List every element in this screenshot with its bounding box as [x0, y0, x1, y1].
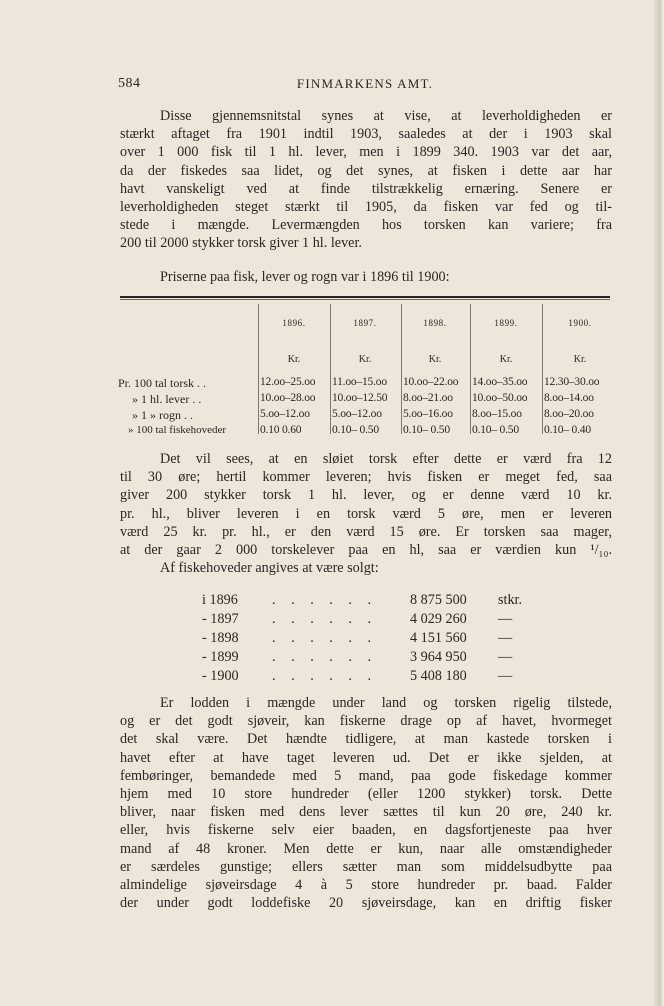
price-intro: [120, 268, 612, 286]
table-cell: 0.10– 0.50: [472, 424, 519, 436]
table-cell: 0.10– 0.50: [403, 424, 450, 436]
fish-unit: —: [498, 611, 513, 627]
table-rule-top-thin: [120, 299, 610, 300]
year-header-1896: 1896.: [282, 318, 306, 328]
table-cell: 10.oo–22.oo: [403, 376, 459, 388]
text-line: pr. hl., bliver leveren i en torsk værd 5 øre, men er leveren: [120, 505, 612, 522]
text-line: giver 200 stykker torsk 1 hl. lever, og er denne værd 10 kr.: [120, 487, 612, 504]
text-line: 200 til 2000 stykker torsk giver 1 hl. lever.: [120, 235, 362, 252]
list-item: [202, 668, 532, 687]
text-line: det skal være. Det hændte tidligere, at man kastede torsken i: [120, 731, 612, 748]
fish-count: 8 875 500: [410, 592, 467, 608]
fish-unit: stkr.: [498, 592, 523, 608]
list-item: [202, 649, 532, 668]
leader-dots: . . . . . .: [272, 649, 378, 665]
running-title: FINMARKENS AMT.: [296, 76, 434, 91]
year-header-1900: 1900.: [568, 318, 592, 328]
text-line: Af fiskehoveder angives at være solgt:: [160, 560, 379, 577]
table-cell: 5.oo–12.oo: [260, 408, 310, 420]
fish-year: - 1900: [202, 668, 239, 684]
text-line: værd 25 kr. pr. hl., er den værd 15 øre. Er torsken saa mager,: [120, 523, 612, 540]
text-line: mand af 48 kroner. Men dette er kun, naar alle omstændigheder: [120, 840, 612, 857]
fish-heads-list: [202, 592, 532, 687]
table-cell: 8.oo–15.oo: [472, 408, 522, 420]
table-cell: 8.oo–20.oo: [544, 408, 594, 420]
text-line: stærkt aftaget fra 1901 indtil 1903, saaledes at der i 1903 skal: [120, 126, 612, 143]
table-cell: 10.oo–50.oo: [472, 392, 528, 404]
fish-unit: —: [498, 630, 513, 646]
text-line: da der fiskedes saa lidet, og det synes, at fisken i dette aar har: [120, 162, 612, 179]
year-header-1899: 1899.: [494, 318, 518, 328]
page-number: 584: [118, 76, 141, 91]
table-cell: 0.10 0.60: [260, 424, 302, 436]
table-cell: 12.30–30.oo: [544, 376, 600, 388]
fish-count: 4 029 260: [410, 611, 467, 627]
fish-count: 3 964 950: [410, 649, 467, 665]
text-line: der under godt loddefiske 20 sjøveirsdage, kan en driftig fisker: [120, 895, 612, 912]
unit-label: Kr.: [358, 354, 372, 365]
page-edge: [654, 0, 664, 1006]
text-line: eller, hvis fiskerne selv eier baaden, en dagsfortjeneste paa hver: [120, 822, 612, 839]
list-item: [202, 630, 532, 649]
text-line: til 30 øre; hertil kommer leveren; hvis fisken er meget fed, saa: [120, 469, 612, 486]
leader-dots: . . . . . .: [272, 592, 378, 608]
leader-dots: . . . . . .: [272, 611, 378, 627]
fish-unit: —: [498, 668, 513, 684]
row-label-rogn: » 1 » rogn . .: [132, 408, 193, 422]
fish-count: 5 408 180: [410, 668, 467, 684]
text-line: og er det godt sjøveir, kan fiskerne drage op af havet, hvormeget: [120, 713, 612, 730]
text-line: almindelige sjøveirsdage 4 à 5 store hundreder pr. baad. Falder: [120, 877, 612, 894]
text-line: Er lodden i mængde under land og torsken rigelig tilstede,: [160, 695, 612, 711]
table-cell: 8.oo–14.oo: [544, 392, 594, 404]
paragraph-torskevaerdi: [120, 450, 612, 577]
year-header-1898: 1898.: [423, 318, 447, 328]
text-line: at der gaar 2 000 torskelever paa en hl, saa er værdien kun ¹/₁₀.: [120, 542, 612, 559]
text-line: bliver, naar fisken med dens lever sættes til kun 20 øre, 240 kr.: [120, 804, 612, 821]
text-line: stede i mængde. Levermængden hos torsken kan variere; fra: [120, 217, 612, 234]
year-header-1897: 1897.: [353, 318, 377, 328]
unit-label: Kr.: [573, 354, 587, 365]
fish-unit: —: [498, 649, 513, 665]
leader-dots: . . . . . .: [272, 630, 378, 646]
leader-dots: . . . . . .: [272, 668, 378, 684]
text-line: Priserne paa fisk, lever og rogn var i 1896 til 1900:: [160, 269, 450, 285]
table-cell: 5.oo–16.oo: [403, 408, 453, 420]
table-rule-top: [120, 296, 610, 298]
table-cell: 11.oo–15.oo: [332, 376, 387, 388]
text-line: hjem med 10 store hundreder (eller 1200 stykker) torsk. Dette: [120, 786, 612, 803]
text-line: over 1 000 fisk til 1 hl. lever, men i 1899 340. 1903 var det aar,: [120, 144, 612, 161]
table-cell: 14.oo–35.oo: [472, 376, 528, 388]
text-line: havet efter at have taget leveren ud. Det er ikke sjelden, at: [120, 749, 612, 766]
fish-year: - 1898: [202, 630, 239, 646]
text-line: Det vil sees, at en sløiet torsk efter dette er værd fra 12: [160, 451, 612, 467]
fish-year: i 1896: [202, 592, 238, 608]
text-line: leverholdigheden steget stærkt til 1905, da fisken var fed og til-: [120, 199, 612, 216]
unit-label: Kr.: [287, 354, 301, 365]
unit-label: Kr.: [428, 354, 442, 365]
paragraph-loddefiske: [120, 694, 612, 912]
text-line: Disse gjennemsnitstal synes at vise, at leverholdigheden er: [160, 108, 612, 124]
text-line: er særdeles gunstige; ellers sætter man som middelsudbytte paa: [120, 858, 612, 875]
fish-count: 4 151 560: [410, 630, 467, 646]
unit-label: Kr.: [499, 354, 513, 365]
table-cell: 5.oo–12.oo: [332, 408, 382, 420]
text-line: havt vanskeligt ved at finde tilstrækkelig ernæring. Senere er: [120, 180, 612, 197]
table-cell: 0.10– 0.40: [544, 424, 591, 436]
row-label-fiskehoveder: » 100 tal fiskehoveder: [128, 424, 227, 436]
fish-year: - 1897: [202, 611, 239, 627]
paragraph-leverholdighed: [120, 107, 612, 253]
price-table: [118, 296, 612, 438]
table-cell: 8.oo–21.oo: [403, 392, 453, 404]
table-cell: 0.10– 0.50: [332, 424, 379, 436]
text-line: fembøringer, bemandede med 5 mand, paa gode fiskedage kommer: [120, 767, 612, 784]
page-header: [118, 76, 612, 94]
row-label-lever: » 1 hl. lever . .: [132, 392, 202, 406]
fish-year: - 1899: [202, 649, 239, 665]
list-item: [202, 611, 532, 630]
row-label-torsk: Pr. 100 tal torsk . .: [118, 376, 207, 390]
list-item: [202, 592, 532, 611]
table-cell: 12.oo–25.oo: [260, 376, 316, 388]
table-cell: 10.oo–28.oo: [260, 392, 316, 404]
table-cell: 10.oo–12.50: [332, 392, 388, 404]
